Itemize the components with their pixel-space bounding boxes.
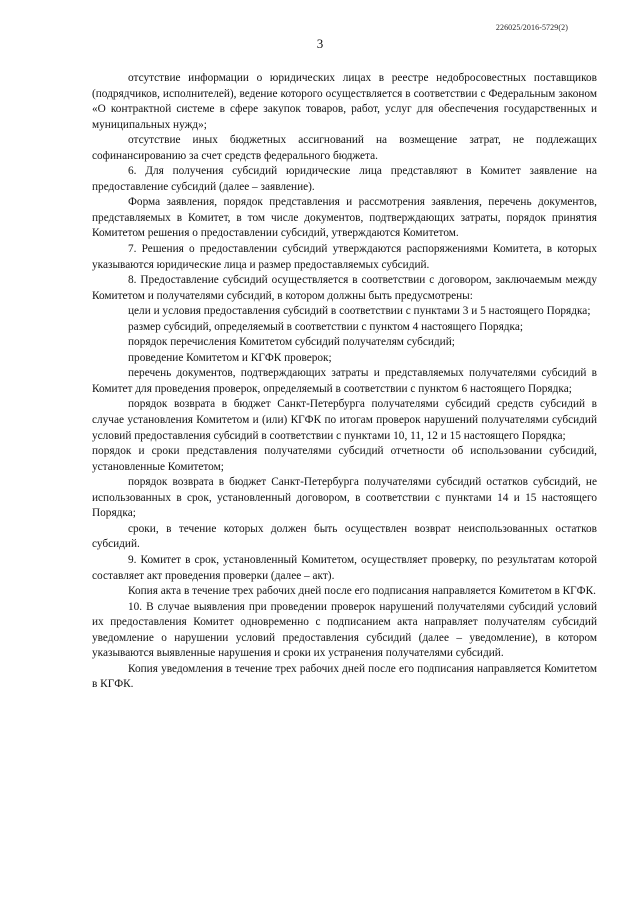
- paragraph: 10. В случае выявления при проведении проверок нарушений получателями субсидий условий их предоставления Комитет одновременно с подписанием акта направляет получателям субсидий уведомление о нарушении условий предоставления субсидий (далее – уведомление), в котором указываются выявленные нарушения и сроки их устранения получателями субсидий.: [92, 600, 597, 660]
- document-body: [92, 71, 597, 693]
- registration-number: 226025/2016-5729(2): [495, 23, 568, 32]
- paragraph: отсутствие иных бюджетных ассигнований на возмещение затрат, не подлежащих софинансированию за счет средств федерального бюджета.: [92, 134, 597, 162]
- paragraph: сроки, в течение которых должен быть осуществлен возврат неиспользованных остатков субсидий.: [92, 522, 597, 551]
- paragraph: Копия уведомления в течение трех рабочих дней после его подписания направляется Комитетом в КГФК.: [92, 662, 597, 691]
- paragraph: порядок перечисления Комитетом субсидий получателям субсидий;: [128, 336, 455, 349]
- page-number: 3: [316, 36, 324, 51]
- paragraph: перечень документов, подтверждающих затраты и представляемых получателями субсидий в Комитет для проведения проверок, определяемый в соответствии с пунктом 6 настоящего Порядка;: [92, 367, 597, 395]
- paragraph: порядок и сроки представления получателями субсидий отчетности об использовании субсидий, установленные Комитетом;: [92, 445, 597, 473]
- paragraph: Копия акта в течение трех рабочих дней после его подписания направляется Комитетом в КГФК.: [128, 585, 596, 598]
- paragraph: 9. Комитет в срок, установленный Комитетом, осуществляет проверку, по результатам которой составляет акт проведения проверки (далее – акт).: [92, 553, 597, 582]
- paragraph: цели и условия предоставления субсидий в соответствии с пунктами 3 и 5 настоящего Порядка;: [128, 305, 591, 318]
- paragraph: Форма заявления, порядок представления и рассмотрения заявления, перечень документов, представляемых в Комитет, в том числе документов, подтверждающих затраты, порядок принятия Комитетом решения о предоставлении субсидий, утверждаются Комитетом.: [92, 196, 597, 240]
- paragraph: порядок возврата в бюджет Санкт-Петербурга получателями субсидий остатков субсидий, не использованных в срок, установленный договором, в соответствии с пунктами 14 и 15 настоящего Порядка;: [92, 476, 597, 520]
- paragraph: 6. Для получения субсидий юридические лица представляют в Комитет заявление на предоставление субсидий (далее – заявление).: [92, 165, 597, 193]
- paragraph: размер субсидий, определяемый в соответствии с пунктом 4 настоящего Порядка;: [128, 320, 523, 333]
- paragraph: 8. Предоставление субсидий осуществляется в соответствии с договором, заключаемым между Комитетом и получателями субсидий, в котором должны быть предусмотрены:: [92, 274, 597, 302]
- paragraph: порядок возврата в бюджет Санкт-Петербурга получателями субсидий средств субсидий в случае установления Комитетом и (или) КГФК по итогам проверок нарушений получателями субсидий условий предоставления субсидий в соответствии с пунктами 10, 11, 12 и 15 настоящего Порядка;: [92, 398, 597, 442]
- paragraph: проведение Комитетом и КГФК проверок;: [128, 351, 332, 364]
- paragraph: 7. Решения о предоставлении субсидий утверждаются распоряжениями Комитета, в которых указываются юридические лица и размер предоставляемых субсидий.: [92, 243, 597, 271]
- paragraph: отсутствие информации о юридических лицах в реестре недобросовестных поставщиков (подрядчиков, исполнителей), ведение которого осуществляется в соответствии с Федеральным законом «О контрактной системе в сфере закупок товаров, работ, услуг для обеспечения государственных и муниципальных нужд»;: [92, 72, 597, 131]
